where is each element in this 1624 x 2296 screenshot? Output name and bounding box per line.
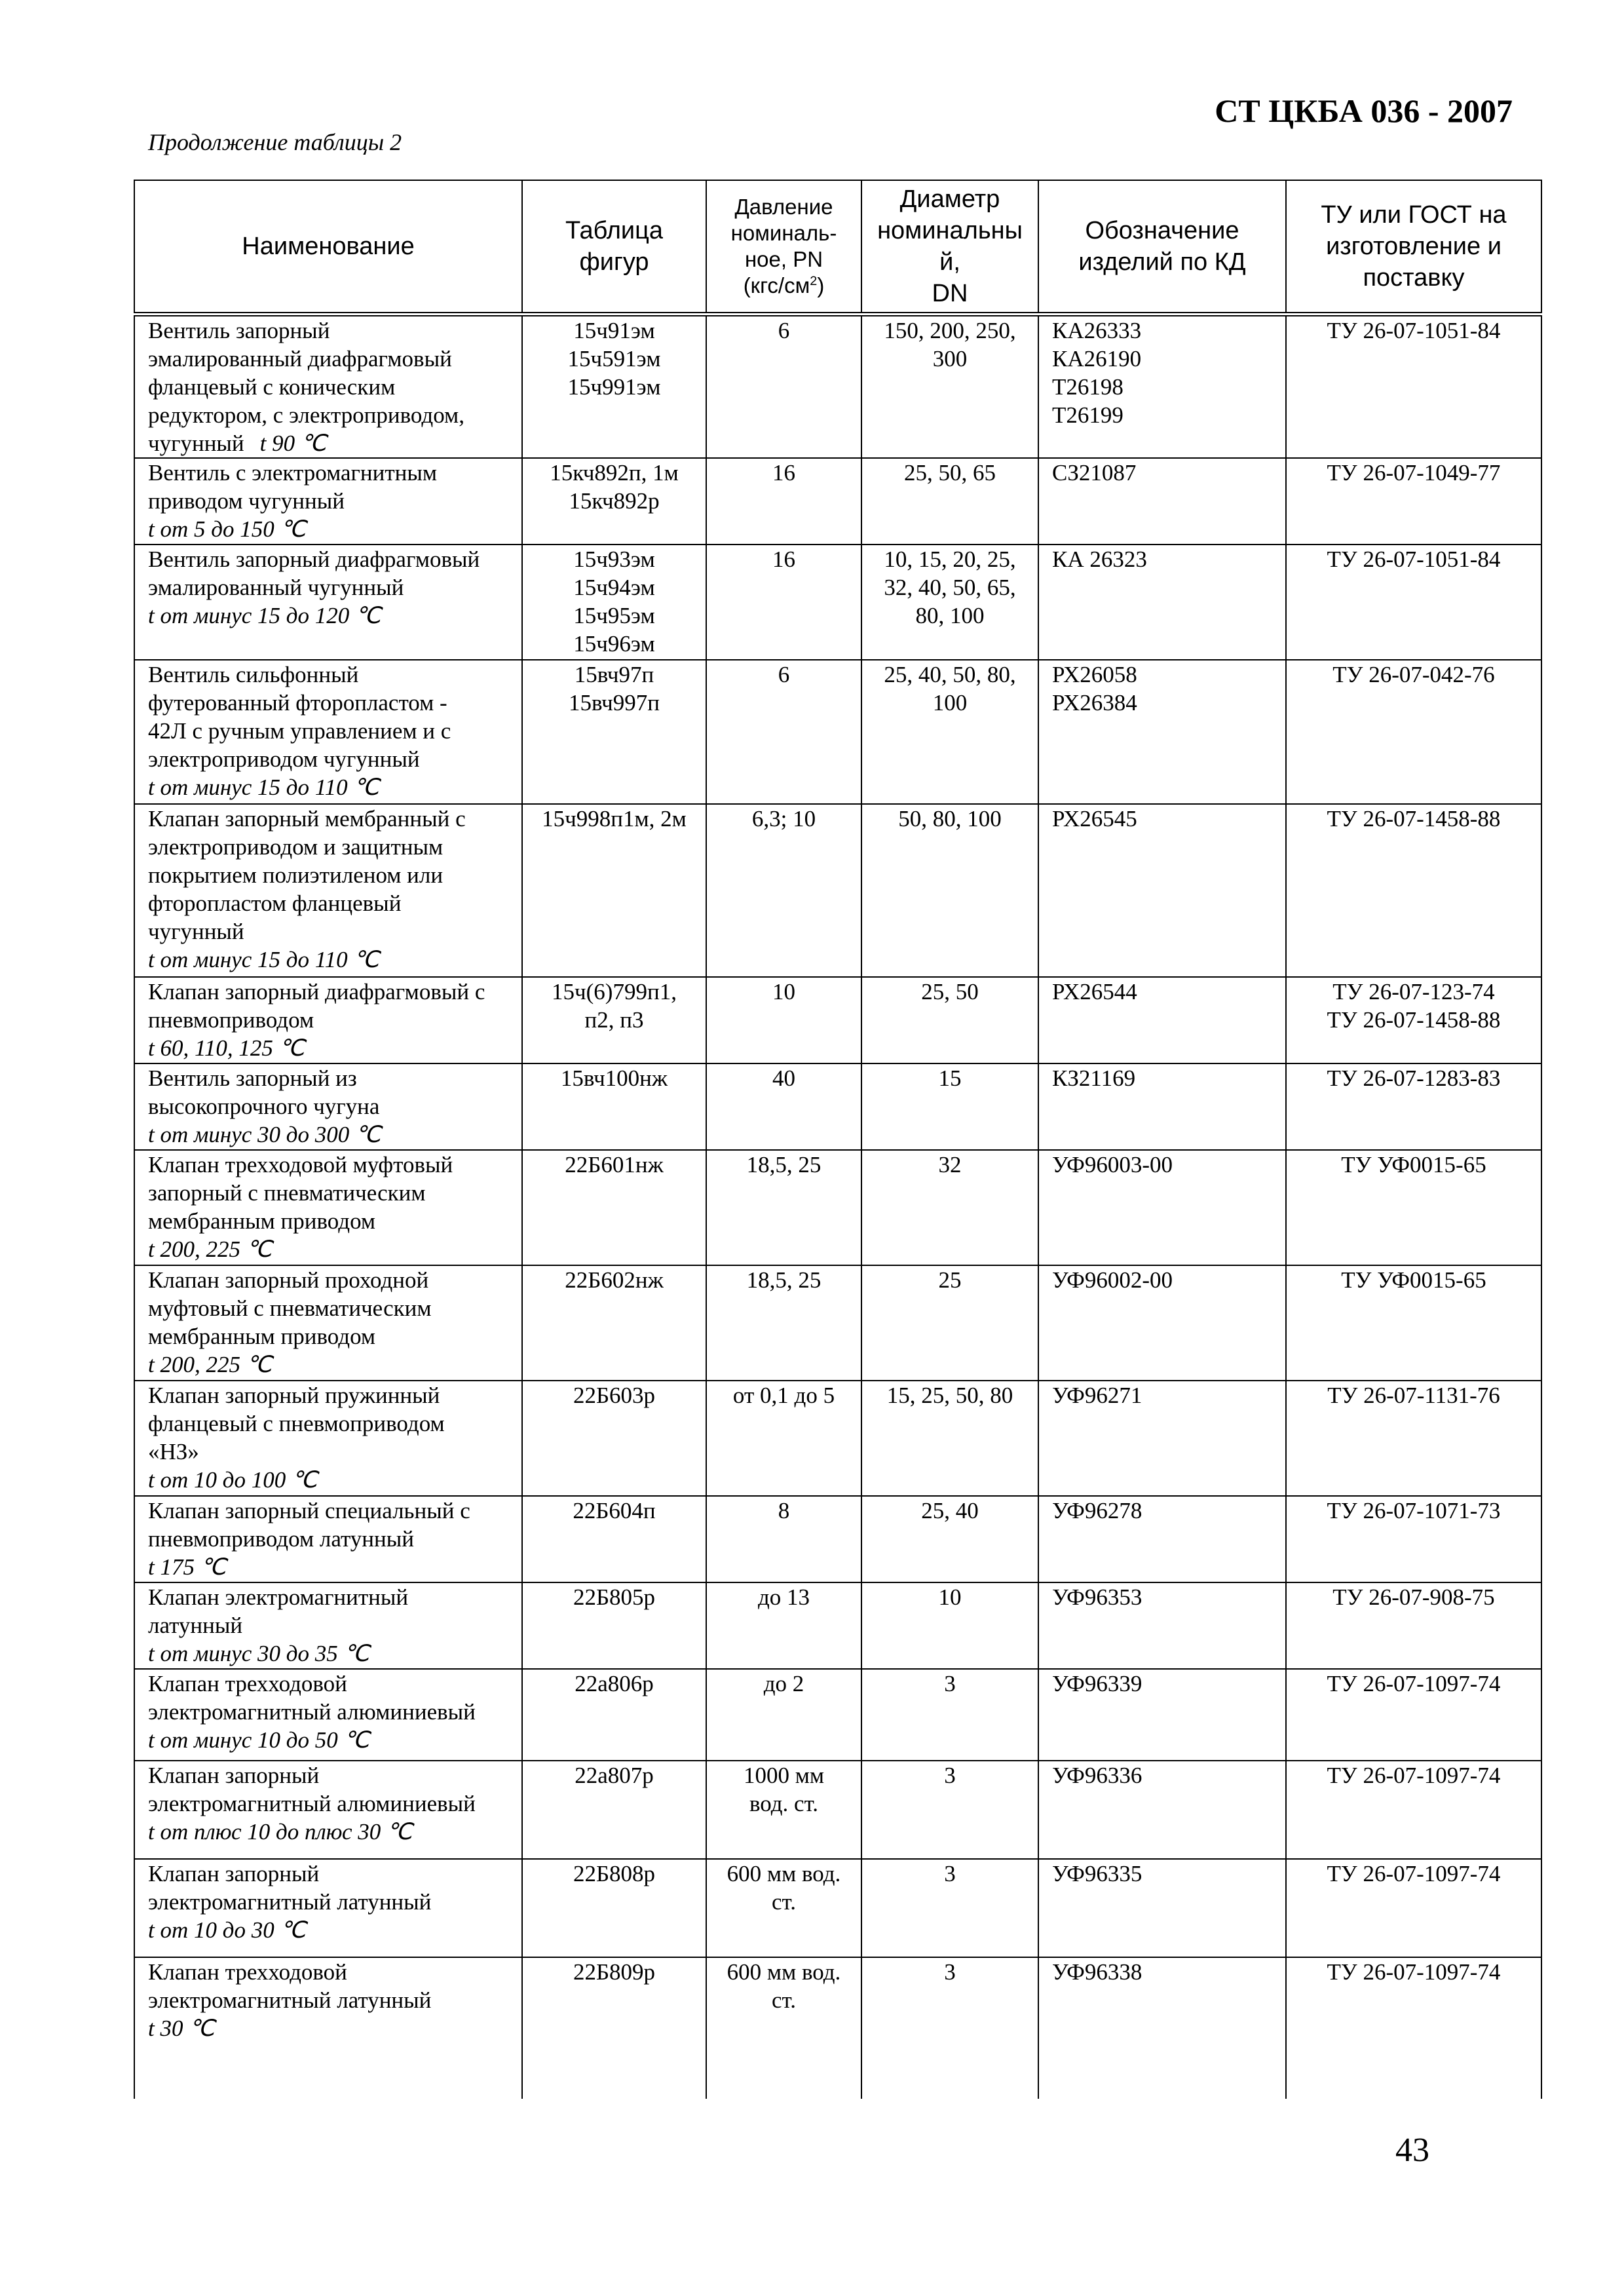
cell-designation: УФ96338 xyxy=(1038,1957,1286,2099)
cell-name: Вентиль запорный диафрагмовый эмалированный чугунный t от минус 15 до 120 ℃ xyxy=(134,545,522,660)
cell-diameter: 3 xyxy=(861,1761,1038,1859)
table-body xyxy=(134,315,1541,2099)
temperature-note: t от минус 30 до 300 ℃ xyxy=(148,1122,381,1147)
cell-figures: 15ч998п1м, 2м xyxy=(522,804,706,977)
cell-diameter: 10 xyxy=(861,1582,1038,1669)
table-row xyxy=(134,977,1541,1063)
cell-pressure: 16 xyxy=(706,458,861,545)
cell-diameter: 50, 80, 100 xyxy=(861,804,1038,977)
col-header-pressure: Давление номиналь- ное, PN $(кгс/см^2)$ xyxy=(706,180,861,315)
cell-designation: УФ96271 xyxy=(1038,1381,1286,1496)
cell-figures: 15кч892п, 1м 15кч892р xyxy=(522,458,706,545)
table-row xyxy=(134,1582,1541,1669)
cell-name: Вентиль с электромагнитным приводом чугунный t от 5 до 150 ℃ xyxy=(134,458,522,545)
temperature-note: t от 10 до 100 ℃ xyxy=(148,1467,318,1493)
page-number: 43 xyxy=(1395,2132,1429,2169)
cell-designation: КА 26323 xyxy=(1038,545,1286,660)
cell-name: Клапан запорный электромагнитный латунный t от 10 до 30 ℃ xyxy=(134,1859,522,1957)
cell-figures: 22Б603р xyxy=(522,1381,706,1496)
cell-spec: ТУ 26-07-1051-84 xyxy=(1286,545,1541,660)
cell-pressure: 600 мм вод. ст. xyxy=(706,1859,861,1957)
col-header-spec: ТУ или ГОСТ на изготовление и поставку xyxy=(1286,180,1541,315)
cell-pressure: 6,3; 10 xyxy=(706,804,861,977)
cell-figures: 15ч91эм 15ч591эм 15ч991эм xyxy=(522,315,706,459)
cell-figures: 22Б805р xyxy=(522,1582,706,1669)
cell-figures: 15вч97п 15вч997п xyxy=(522,660,706,804)
cell-spec: ТУ 26-07-1071-73 xyxy=(1286,1496,1541,1582)
cell-diameter: 25, 50 xyxy=(861,977,1038,1063)
cell-figures: 22Б809р xyxy=(522,1957,706,2099)
temperature-note: t от минус 15 до 110 ℃ xyxy=(148,947,379,972)
temperature-note: t от плюс 10 до плюс 30 ℃ xyxy=(148,1819,413,1845)
table-row xyxy=(134,1957,1541,2099)
cell-diameter: 3 xyxy=(861,1859,1038,1957)
cell-designation: УФ96003-00 xyxy=(1038,1150,1286,1265)
col-header-name: Наименование xyxy=(134,180,522,315)
cell-spec: ТУ 26-07-908-75 xyxy=(1286,1582,1541,1669)
table-row xyxy=(134,1063,1541,1150)
temperature-note: t от 5 до 150 ℃ xyxy=(148,516,306,542)
cell-pressure: 40 xyxy=(706,1063,861,1150)
cell-pressure: 6 xyxy=(706,315,861,459)
cell-name: Клапан запорный проходной муфтовый с пневматическим мембранным приводом t 200, 225 ℃ xyxy=(134,1265,522,1381)
cell-spec: ТУ 26-07-1131-76 xyxy=(1286,1381,1541,1496)
cell-pressure: 10 xyxy=(706,977,861,1063)
cell-spec: ТУ 26-07-1097-74 xyxy=(1286,1761,1541,1859)
cell-spec: ТУ УФ0015-65 xyxy=(1286,1150,1541,1265)
cell-designation: УФ96278 xyxy=(1038,1496,1286,1582)
table-row xyxy=(134,1150,1541,1265)
cell-diameter: 25, 50, 65 xyxy=(861,458,1038,545)
cell-figures: 15ч93эм 15ч94эм 15ч95эм 15ч96эм xyxy=(522,545,706,660)
table-row xyxy=(134,1381,1541,1496)
cell-name: Клапан электромагнитный латунный t от минус 30 до 35 ℃ xyxy=(134,1582,522,1669)
cell-spec: ТУ 26-07-1097-74 xyxy=(1286,1669,1541,1761)
cell-designation: КА26333 КА26190 Т26198 Т26199 xyxy=(1038,315,1286,459)
cell-figures: 22а807р xyxy=(522,1761,706,1859)
temperature-note: t 175 ℃ xyxy=(148,1554,227,1580)
temperature-note: t от минус 10 до 50 ℃ xyxy=(148,1727,369,1753)
col-header-designation: Обозначение изделий по КД xyxy=(1038,180,1286,315)
cell-figures: 22Б602нж xyxy=(522,1265,706,1381)
cell-figures: 15вч100нж xyxy=(522,1063,706,1150)
cell-figures: 22Б601нж xyxy=(522,1150,706,1265)
cell-diameter: 25 xyxy=(861,1265,1038,1381)
temperature-note: t 200, 225 ℃ xyxy=(148,1236,273,1262)
table-row xyxy=(134,1669,1541,1761)
cell-diameter: 25, 40 xyxy=(861,1496,1038,1582)
temperature-note: t 30 ℃ xyxy=(148,2016,215,2041)
cell-pressure: до 13 xyxy=(706,1582,861,1669)
cell-spec: ТУ 26-07-1049-77 xyxy=(1286,458,1541,545)
cell-designation: УФ96336 xyxy=(1038,1761,1286,1859)
cell-designation: КЗ21169 xyxy=(1038,1063,1286,1150)
cell-spec: ТУ 26-07-1458-88 xyxy=(1286,804,1541,977)
valves-table xyxy=(134,180,1542,2099)
cell-diameter: 25, 40, 50, 80, 100 xyxy=(861,660,1038,804)
cell-name: Вентиль сильфонный футерованный фторопластом - 42Л с ручным управлением и с электроприводом чугунный t от минус 15 до 110 ℃ xyxy=(134,660,522,804)
temperature-note: t от минус 30 до 35 ℃ xyxy=(148,1641,369,1666)
cell-pressure: 18,5, 25 xyxy=(706,1150,861,1265)
cell-diameter: 10, 15, 20, 25, 32, 40, 50, 65, 80, 100 xyxy=(861,545,1038,660)
cell-name: Клапан запорный электромагнитный алюминиевый t от плюс 10 до плюс 30 ℃ xyxy=(134,1761,522,1859)
cell-pressure: 16 xyxy=(706,545,861,660)
temperature-note: t от 10 до 30 ℃ xyxy=(148,1917,306,1943)
cell-name: Клапан запорный мембранный с электроприводом и защитным покрытием полиэтиленом или фторопластом фланцевый чугунный t от минус 15 до 110 ℃ xyxy=(134,804,522,977)
temperature-note: t 90 ℃ xyxy=(259,430,327,456)
cell-designation: РХ26545 xyxy=(1038,804,1286,977)
cell-figures: 22Б808р xyxy=(522,1859,706,1957)
cell-diameter: 15, 25, 50, 80 xyxy=(861,1381,1038,1496)
cell-name: Клапан трехходовой электромагнитный алюминиевый t от минус 10 до 50 ℃ xyxy=(134,1669,522,1761)
cell-figures: 22Б604п xyxy=(522,1496,706,1582)
cell-designation: РХ26544 xyxy=(1038,977,1286,1063)
cell-pressure: 18,5, 25 xyxy=(706,1265,861,1381)
cell-designation: РХ26058 РХ26384 xyxy=(1038,660,1286,804)
cell-diameter: 32 xyxy=(861,1150,1038,1265)
cell-spec: ТУ 26-07-1097-74 xyxy=(1286,1957,1541,2099)
cell-designation: УФ96335 xyxy=(1038,1859,1286,1957)
table-row xyxy=(134,458,1541,545)
cell-designation: УФ96339 xyxy=(1038,1669,1286,1761)
cell-name: Клапан запорный пружинный фланцевый с пневмоприводом «НЗ» t от 10 до 100 ℃ xyxy=(134,1381,522,1496)
cell-pressure: до 2 xyxy=(706,1669,861,1761)
cell-pressure: 600 мм вод. ст. xyxy=(706,1957,861,2099)
cell-designation: УФ96002-00 xyxy=(1038,1265,1286,1381)
cell-spec: ТУ 26-07-042-76 xyxy=(1286,660,1541,804)
cell-figures: 15ч(6)799п1, п2, п3 xyxy=(522,977,706,1063)
cell-name: Клапан трехходовой муфтовый запорный с пневматическим мембранным приводом t 200, 225 ℃ xyxy=(134,1150,522,1265)
cell-diameter: 15 xyxy=(861,1063,1038,1150)
cell-name: Клапан запорный специальный с пневмоприводом латунный t 175 ℃ xyxy=(134,1496,522,1582)
table-row xyxy=(134,1761,1541,1859)
cell-pressure: 8 xyxy=(706,1496,861,1582)
table-row xyxy=(134,1859,1541,1957)
cell-pressure: 6 xyxy=(706,660,861,804)
cell-name: Вентиль запорный эмалированный диафрагмовый фланцевый с коническим редуктором, с электроприводом, чугунный t 90 ℃ xyxy=(134,315,522,459)
temperature-note: t от минус 15 до 120 ℃ xyxy=(148,603,381,628)
col-header-diameter: Диаметр номинальны й, DN xyxy=(861,180,1038,315)
table-row xyxy=(134,545,1541,660)
cell-pressure: 1000 мм вод. ст. xyxy=(706,1761,861,1859)
cell-diameter: 150, 200, 250, 300 xyxy=(861,315,1038,459)
cell-diameter: 3 xyxy=(861,1669,1038,1761)
table-row xyxy=(134,315,1541,459)
table-row xyxy=(134,660,1541,804)
table-row xyxy=(134,1265,1541,1381)
cell-name: Клапан запорный диафрагмовый с пневмоприводом t 60, 110, 125 ℃ xyxy=(134,977,522,1063)
cell-designation: СЗ21087 xyxy=(1038,458,1286,545)
cell-spec: ТУ 26-07-1051-84 xyxy=(1286,315,1541,459)
document-code: СТ ЦКБА 036 - 2007 xyxy=(1215,92,1513,129)
temperature-note: t 200, 225 ℃ xyxy=(148,1352,273,1377)
cell-designation: УФ96353 xyxy=(1038,1582,1286,1669)
table-row xyxy=(134,1496,1541,1582)
cell-spec: ТУ 26-07-123-74 ТУ 26-07-1458-88 xyxy=(1286,977,1541,1063)
table-row xyxy=(134,804,1541,977)
table-continuation-label: Продолжение таблицы 2 xyxy=(148,129,402,155)
cell-name: Вентиль запорный из высокопрочного чугуна t от минус 30 до 300 ℃ xyxy=(134,1063,522,1150)
cell-diameter: 3 xyxy=(861,1957,1038,2099)
cell-name: Клапан трехходовой электромагнитный латунный t 30 ℃ xyxy=(134,1957,522,2099)
cell-pressure: от 0,1 до 5 xyxy=(706,1381,861,1496)
table-header-row xyxy=(134,180,1541,315)
cell-spec: ТУ 26-07-1283-83 xyxy=(1286,1063,1541,1150)
cell-figures: 22а806р xyxy=(522,1669,706,1761)
col-header-figure-table: Таблица фигур xyxy=(522,180,706,315)
cell-spec: ТУ 26-07-1097-74 xyxy=(1286,1859,1541,1957)
temperature-note: t от минус 15 до 110 ℃ xyxy=(148,775,379,800)
cell-spec: ТУ УФ0015-65 xyxy=(1286,1265,1541,1381)
temperature-note: t 60, 110, 125 ℃ xyxy=(148,1035,305,1061)
